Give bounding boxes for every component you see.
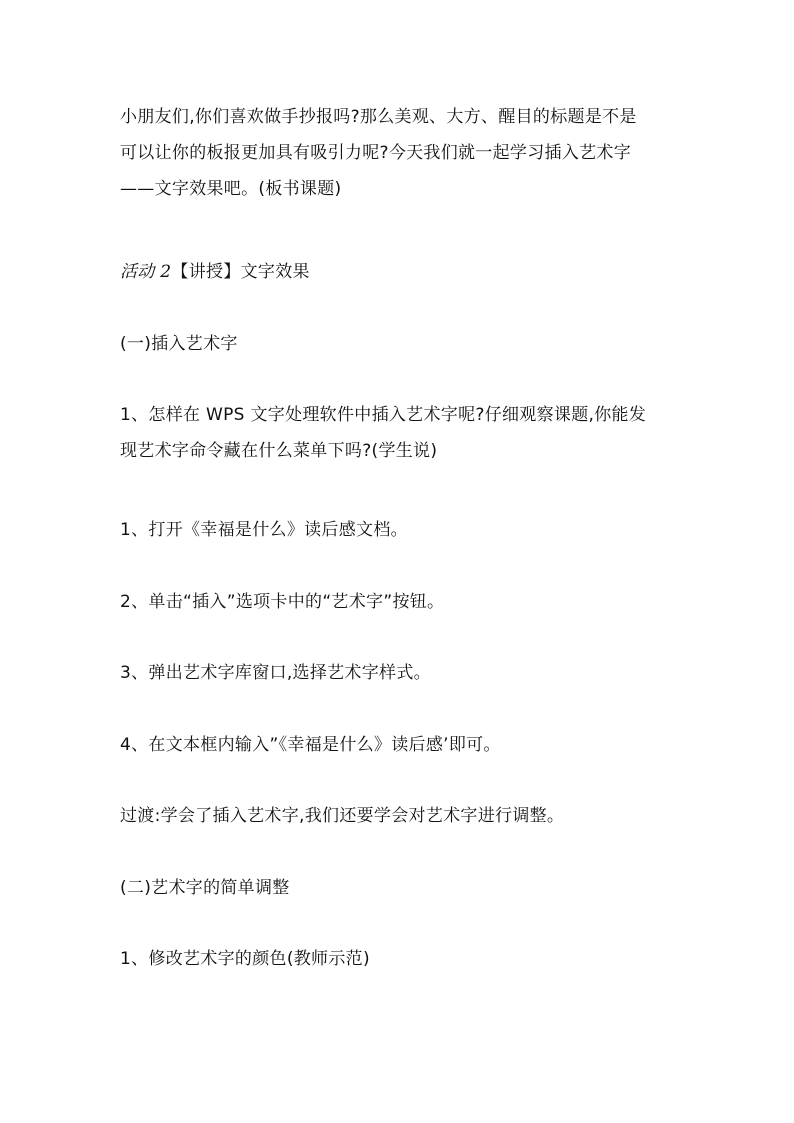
section-heading-adjust-wordart: [120, 870, 695, 906]
step-3: [120, 655, 695, 691]
intro-line-3: ——文字效果吧。(板书课题): [120, 179, 342, 199]
adjust-step-1: [120, 941, 695, 977]
step-4: [120, 727, 695, 763]
step-4-text: 4、在文本框内输入”《幸福是什么》读后感’即可。: [120, 735, 501, 755]
question-line-1: 1、怎样在 WPS 文字处理软件中插入艺术字呢?仔细观察课题,你能发: [120, 405, 647, 425]
transition-paragraph: [120, 798, 695, 834]
step-3-text: 3、弹出艺术字库窗口,选择艺术字样式。: [120, 663, 431, 683]
transition-text: 过渡:学会了插入艺术字,我们还要学会对艺术字进行调整。: [120, 806, 565, 826]
step-1-text: 1、打开《幸福是什么》读后感文档。: [120, 520, 408, 540]
intro-line-2: 可以让你的板报更加具有吸引力呢?今天我们就一起学习插入艺术字: [120, 143, 632, 163]
activity-heading: [120, 254, 695, 290]
section-heading-text: (一)插入艺术字: [120, 334, 238, 354]
question-line-2: 现艺术字命令藏在什么菜单下吗?(学生说): [120, 441, 438, 461]
step-2-text: 2、单击“插入”选项卡中的“艺术字”按钮。: [120, 592, 445, 612]
adjust-step-1-text: 1、修改艺术字的颜色(教师示范): [120, 949, 370, 969]
section-heading-insert-wordart: [120, 326, 695, 362]
activity-label: 活动 2: [120, 262, 172, 282]
intro-line-1: 小朋友们,你们喜欢做手抄报吗?那么美观、大方、醒目的标题是不是: [120, 107, 637, 127]
question-paragraph: [120, 397, 695, 469]
step-2: [120, 584, 695, 620]
activity-title: 【讲授】文字效果: [171, 262, 310, 282]
section-heading-2-text: (二)艺术字的简单调整: [120, 878, 290, 898]
step-1: [120, 512, 695, 548]
intro-paragraph: [120, 99, 695, 207]
